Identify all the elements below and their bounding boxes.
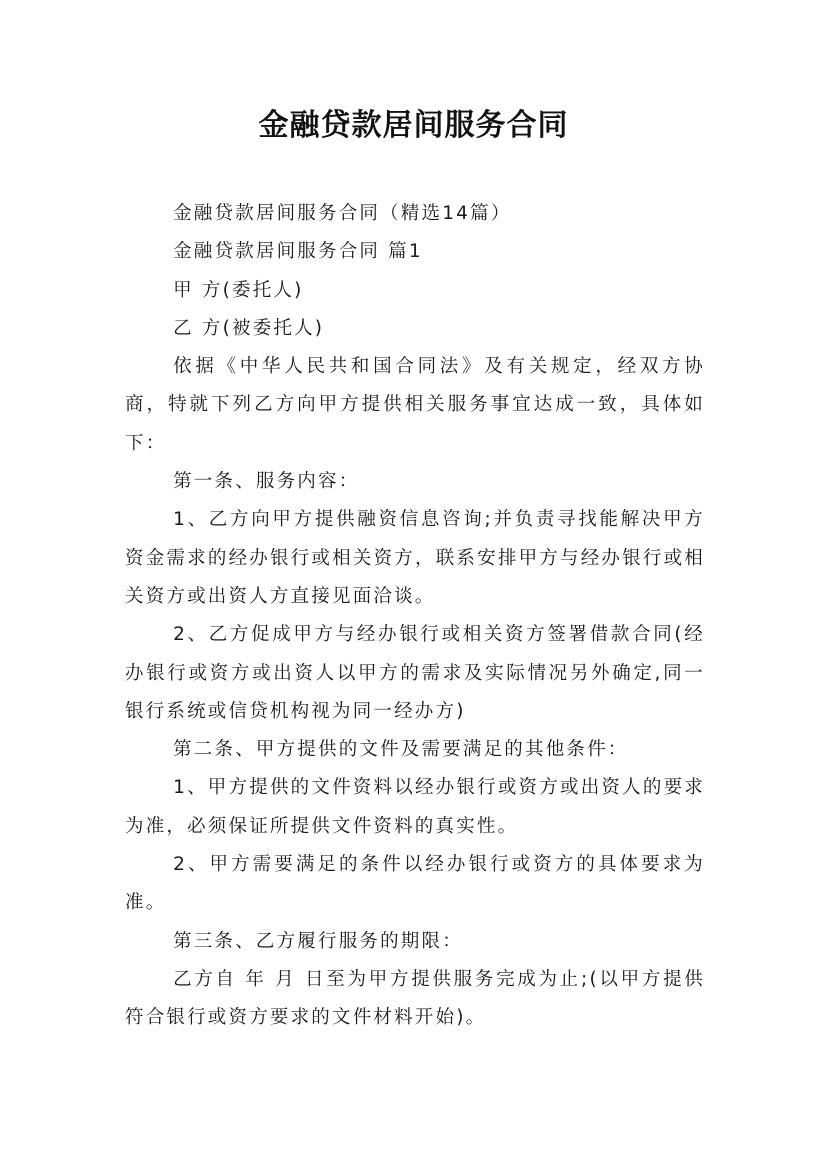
paragraph-party-b: 乙 方(被委托人): [173, 317, 325, 339]
paragraph-party-a: 甲 方(委托人): [173, 279, 304, 301]
paragraph-article-1-heading: 第一条、服务内容：: [173, 471, 360, 493]
document-body: [125, 195, 705, 1038]
paragraph-article-3-term: 乙方自 年 月 日至为甲方提供服务完成为止;(以甲方提供符合银行或资方要求的文件材料开始)。: [125, 968, 705, 1029]
paragraph-article-2-item-2: 2、甲方需要满足的条件以经办银行或资方的具体要求为准。: [125, 854, 705, 914]
paragraph-section-heading: 金融贷款居间服务合同 篇1: [173, 241, 423, 263]
paragraph-subtitle: 金融贷款居间服务合同（精选14篇）: [173, 203, 512, 224]
paragraph-article-1-item-2: 2、乙方促成甲方与经办银行或相关资方签署借款合同(经办银行或资方或出资人以甲方的需求及实际情况另外确定,同一银行系统或信贷机构视为同一经办方): [125, 624, 705, 722]
paragraph-article-2-item-1: 1、甲方提供的文件资料以经办银行或资方或出资人的要求为准，必须保证所提供文件资料的真实性。: [125, 777, 705, 837]
paragraph-preamble: 依据《中华人民共和国合同法》及有关规定，经双方协商，特就下列乙方向甲方提供相关服务事宜达成一致，具体如下：: [125, 356, 705, 454]
paragraph-article-1-item-1: 1、乙方向甲方提供融资信息咨询;并负责寻找能解决甲方资金需求的经办银行或相关资方，联系安排甲方与经办银行或相关资方或出资人方直接见面洽谈。: [125, 509, 705, 607]
paragraph-article-3-heading: 第三条、乙方履行服务的期限：: [173, 930, 463, 952]
document-title: 金融贷款居间服务合同: [258, 108, 569, 143]
paragraph-article-2-heading: 第二条、甲方提供的文件及需要满足的其他条件：: [173, 739, 629, 761]
